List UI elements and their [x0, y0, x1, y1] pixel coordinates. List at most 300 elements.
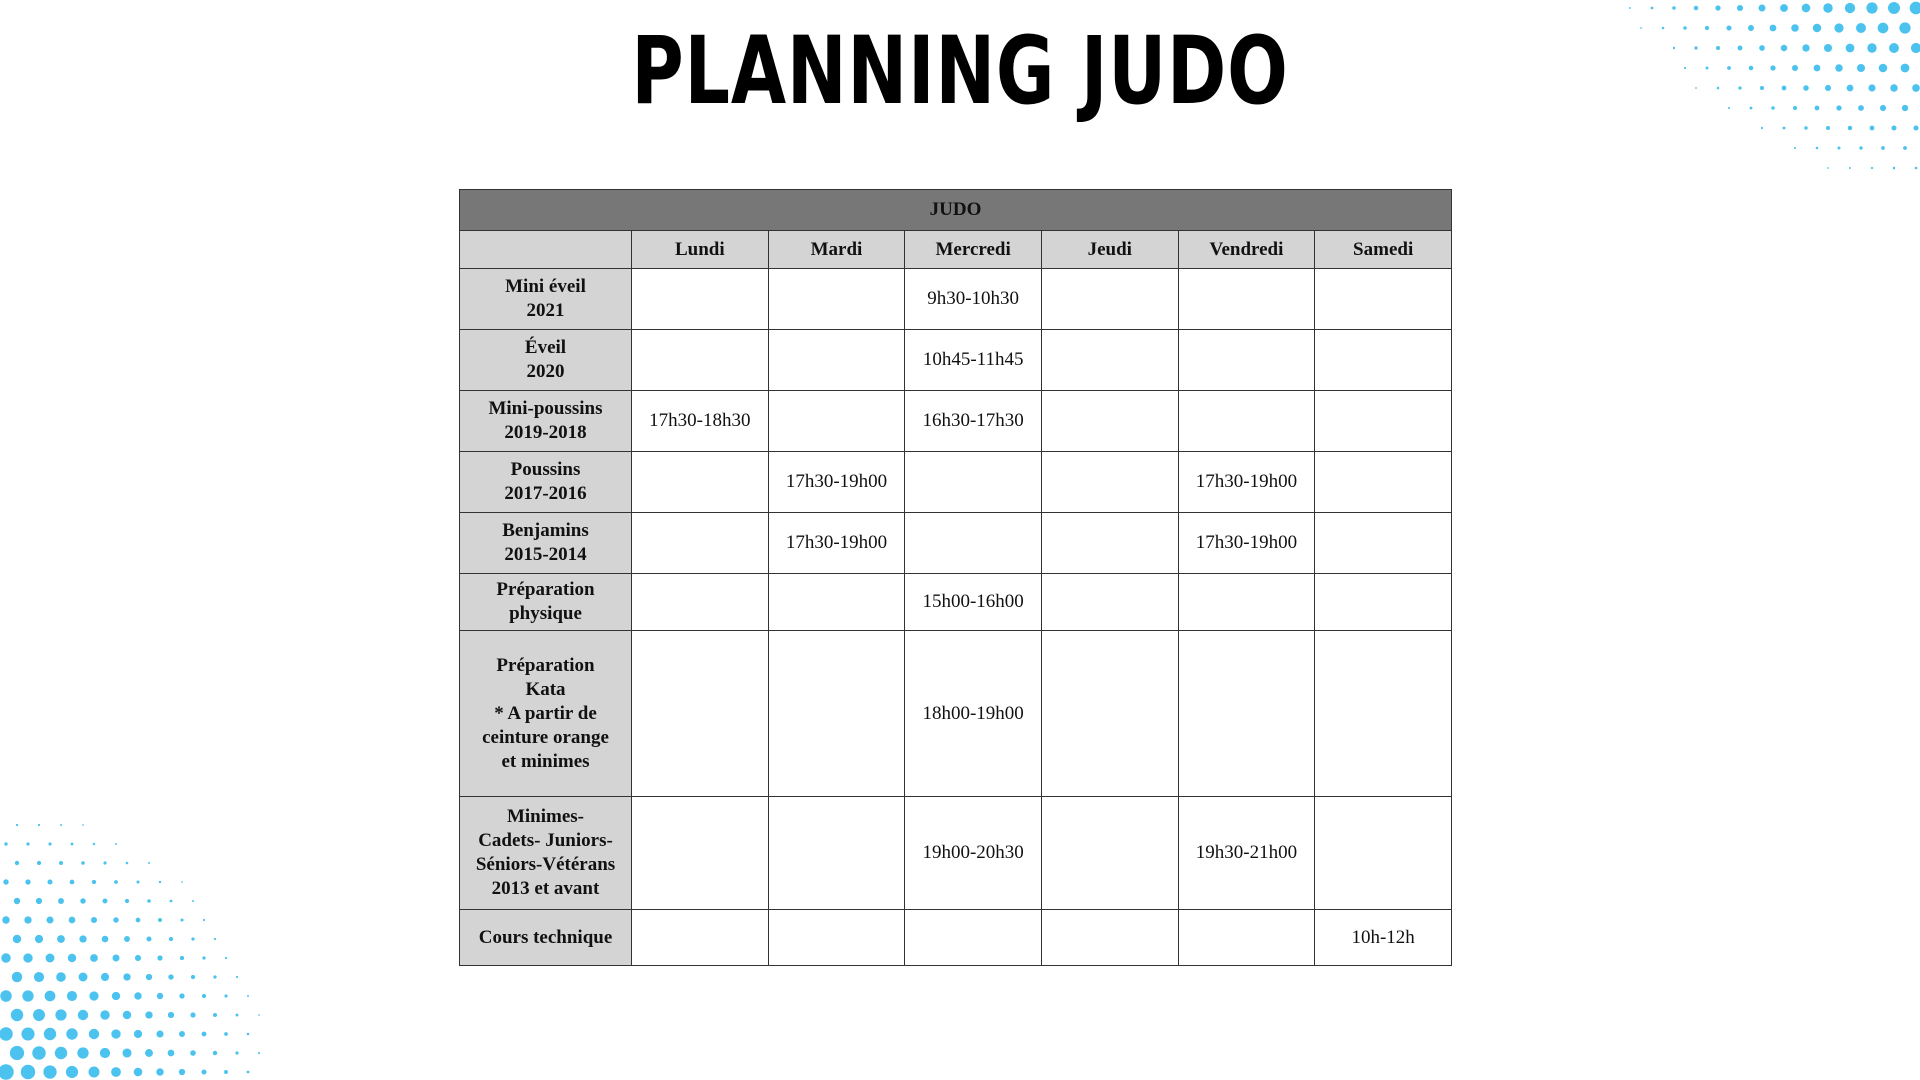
time-slot-cell [768, 910, 905, 966]
dot [58, 898, 64, 904]
dot [1859, 146, 1862, 149]
dot [100, 1048, 110, 1058]
dot [44, 1028, 56, 1040]
dot [1706, 67, 1709, 70]
dot [1738, 46, 1743, 51]
dot [1901, 64, 1910, 73]
dot [56, 972, 66, 982]
dot [1903, 146, 1907, 150]
dot [224, 1070, 228, 1074]
dot [1770, 25, 1777, 32]
dot [1892, 126, 1897, 131]
dot [80, 898, 85, 903]
time-slot-cell [1315, 452, 1452, 513]
dot [1759, 45, 1765, 51]
dot [24, 916, 31, 923]
dot [34, 972, 44, 982]
dot [145, 1049, 153, 1057]
dot [1705, 26, 1709, 30]
time-slot-cell [1178, 391, 1315, 452]
dot [123, 1011, 131, 1019]
dot [23, 953, 32, 962]
dot [1866, 2, 1877, 13]
dot [192, 900, 194, 902]
time-slot-cell [1178, 269, 1315, 330]
dot [1, 953, 10, 962]
dot [25, 879, 30, 884]
dot [134, 992, 141, 999]
time-slot-cell: 15h00-16h00 [905, 574, 1042, 631]
time-slot-cell [1041, 513, 1178, 574]
dot [134, 1068, 143, 1077]
dot [10, 1046, 24, 1060]
time-slot-cell: 10h45-11h45 [905, 330, 1042, 391]
dot [46, 916, 53, 923]
dot [126, 862, 129, 865]
dot [1826, 126, 1830, 130]
day-header: Lundi [632, 231, 769, 269]
dot [225, 957, 227, 959]
dot [191, 937, 194, 940]
dot [157, 955, 162, 960]
dot [181, 881, 183, 883]
dot [0, 1027, 13, 1041]
dot [55, 1047, 67, 1059]
dot [16, 824, 18, 826]
dot [71, 843, 74, 846]
row-label: Mini-poussins 2019-2018 [460, 391, 632, 452]
dot [1748, 25, 1754, 31]
dot [89, 1067, 100, 1078]
time-slot-cell [1315, 391, 1452, 452]
dot [1856, 23, 1866, 33]
dot [1771, 106, 1775, 110]
dot [1694, 46, 1697, 49]
dot [1780, 4, 1788, 12]
dot [100, 1010, 109, 1019]
dot [81, 861, 85, 865]
time-slot-cell: 10h-12h [1315, 910, 1452, 966]
dot [55, 1009, 66, 1020]
dot [214, 938, 216, 940]
time-slot-cell [1041, 910, 1178, 966]
dot [1737, 5, 1743, 11]
dot [92, 880, 96, 884]
row-label: Mini éveil 2021 [460, 269, 632, 330]
dot [1846, 44, 1855, 53]
time-slot-cell [632, 513, 769, 574]
dot [66, 1028, 77, 1039]
time-slot-cell [768, 631, 905, 797]
dot [1867, 43, 1876, 52]
time-slot-cell: 17h30-19h00 [1178, 452, 1315, 513]
dot [1759, 5, 1766, 12]
dot [1792, 65, 1798, 71]
dot [1915, 167, 1918, 170]
table-row [460, 574, 1452, 631]
dot [1837, 146, 1840, 149]
time-slot-cell [632, 452, 769, 513]
dot [1858, 105, 1864, 111]
dot [1782, 86, 1787, 91]
time-slot-cell [1041, 330, 1178, 391]
time-slot-cell: 17h30-19h00 [768, 513, 905, 574]
dot [1694, 6, 1698, 10]
dot [168, 1012, 174, 1018]
dot [78, 1010, 88, 1020]
time-slot-cell [768, 797, 905, 910]
dot [125, 899, 129, 903]
dot [93, 843, 95, 845]
dot [1871, 167, 1873, 169]
time-slot-cell: 19h00-20h30 [905, 797, 1042, 910]
dot [122, 1048, 131, 1057]
day-header: Jeudi [1041, 231, 1178, 269]
dot [1802, 4, 1811, 13]
dot [203, 919, 205, 921]
dot [1804, 126, 1807, 129]
dot [202, 994, 206, 998]
dot [179, 993, 184, 998]
dot [146, 974, 152, 980]
dot [1738, 86, 1741, 89]
dot [22, 990, 33, 1001]
dot [170, 900, 173, 903]
dot [79, 935, 86, 942]
dot [236, 976, 238, 978]
dot [258, 1014, 260, 1016]
table-row [460, 797, 1452, 910]
dot [1749, 66, 1754, 71]
day-header: Samedi [1315, 231, 1452, 269]
dot [1728, 107, 1730, 109]
time-slot-cell [1041, 452, 1178, 513]
dot [1870, 126, 1875, 131]
dot [112, 992, 120, 1000]
time-slot-cell [632, 631, 769, 797]
dot [37, 861, 41, 865]
dot [67, 991, 77, 1001]
dot [21, 1027, 34, 1040]
time-slot-cell [1041, 574, 1178, 631]
dot [12, 972, 22, 982]
dot [1890, 84, 1898, 92]
dot [1717, 87, 1720, 90]
row-label: Minimes- Cadets- Juniors- Séniors-Vétérans 2013 et avant [460, 797, 632, 910]
dot [47, 879, 52, 884]
dot [1803, 85, 1809, 91]
table-row [460, 631, 1452, 797]
time-slot-cell [768, 391, 905, 452]
dot [190, 1012, 195, 1017]
dot [1848, 126, 1852, 130]
dot [60, 824, 62, 826]
time-slot-cell [1041, 391, 1178, 452]
day-header: Mercredi [905, 231, 1042, 269]
dot [1672, 6, 1676, 10]
dot [159, 881, 161, 883]
dot [247, 995, 249, 997]
dot [114, 880, 118, 884]
time-slot-cell [1315, 330, 1452, 391]
dot [69, 917, 76, 924]
row-label: Benjamins 2015-2014 [460, 513, 632, 574]
dot [35, 935, 43, 943]
time-slot-cell [905, 910, 1042, 966]
dot [1802, 44, 1809, 51]
dot [4, 842, 7, 845]
table-row [460, 330, 1452, 391]
dot [79, 973, 88, 982]
time-slot-cell: 17h30-19h00 [768, 452, 905, 513]
dot [38, 824, 40, 826]
dot [224, 1032, 228, 1036]
dot [1879, 64, 1888, 73]
dot [191, 975, 195, 979]
dot [124, 936, 130, 942]
dot [1651, 7, 1654, 10]
dot [48, 842, 51, 845]
dot [235, 1051, 238, 1054]
page-title: PLANNING JUDO [631, 17, 1289, 126]
dot [26, 842, 29, 845]
dot [168, 974, 173, 979]
dot [1881, 146, 1885, 150]
dot [1727, 66, 1731, 70]
dot [1814, 65, 1821, 72]
row-label: Préparation physique [460, 574, 632, 631]
time-slot-cell [1041, 269, 1178, 330]
dot [1847, 85, 1854, 92]
dot [190, 1050, 196, 1056]
dot [1827, 167, 1829, 169]
dot [1834, 23, 1843, 32]
time-slot-cell: 18h00-19h00 [905, 631, 1042, 797]
dot [1889, 43, 1899, 53]
dot [1899, 22, 1910, 33]
dot [89, 991, 98, 1000]
dot [101, 973, 109, 981]
dot [1825, 85, 1831, 91]
dot [1695, 87, 1697, 89]
dot [103, 861, 106, 864]
dot [1761, 127, 1763, 129]
dot [1910, 2, 1920, 15]
dot [1629, 7, 1631, 9]
corner-cell [460, 231, 632, 269]
dot [1815, 106, 1820, 111]
dot [1816, 147, 1819, 150]
dot [15, 861, 19, 865]
dot [0, 990, 12, 1002]
time-slot-cell [1178, 631, 1315, 797]
dot [112, 954, 119, 961]
dot [156, 1068, 163, 1075]
row-label: Poussins 2017-2016 [460, 452, 632, 513]
dot [1750, 107, 1753, 110]
dot [1726, 25, 1731, 30]
time-slot-cell [1315, 269, 1452, 330]
dot [43, 1065, 56, 1078]
dot [21, 1065, 35, 1079]
dot [1824, 44, 1832, 52]
dot [111, 1029, 120, 1038]
decorative-dots-bottom-left [0, 760, 260, 1080]
dot [179, 1069, 185, 1075]
dot [1893, 167, 1896, 170]
day-header: Mardi [768, 231, 905, 269]
dot [1888, 2, 1900, 14]
time-slot-cell [1315, 574, 1452, 631]
dot [202, 1032, 207, 1037]
dot [1793, 106, 1797, 110]
dot [13, 935, 21, 943]
dot [70, 880, 75, 885]
dot [135, 955, 141, 961]
time-slot-cell [1315, 631, 1452, 797]
dot [158, 918, 162, 922]
dot [1868, 84, 1875, 91]
time-slot-cell [1178, 330, 1315, 391]
dot [136, 880, 139, 883]
dot [1857, 64, 1865, 72]
dot [82, 824, 84, 826]
dot [1845, 3, 1855, 13]
dot [213, 1051, 217, 1055]
time-slot-cell: 9h30-10h30 [905, 269, 1042, 330]
time-slot-cell: 17h30-18h30 [632, 391, 769, 452]
row-label: Éveil 2020 [460, 330, 632, 391]
dot [1902, 105, 1908, 111]
dot [213, 1013, 217, 1017]
dot [1813, 24, 1821, 32]
time-slot-cell [632, 910, 769, 966]
table-row [460, 910, 1452, 966]
dot [33, 1009, 45, 1021]
time-slot-cell [1178, 910, 1315, 966]
dot [145, 1011, 152, 1018]
time-slot-cell [1315, 513, 1452, 574]
dot [2, 916, 9, 923]
dot [1770, 65, 1775, 70]
dot [136, 918, 141, 923]
dot [1783, 127, 1786, 130]
time-slot-cell: 17h30-19h00 [1178, 513, 1315, 574]
time-slot-cell [1041, 631, 1178, 797]
dot [1716, 46, 1720, 50]
day-header: Vendredi [1178, 231, 1315, 269]
dot [156, 1030, 163, 1037]
table-row [460, 513, 1452, 574]
dot [169, 937, 173, 941]
table-row [460, 269, 1452, 330]
dot [68, 954, 76, 962]
dot [180, 918, 183, 921]
dot [123, 973, 130, 980]
time-slot-cell [768, 330, 905, 391]
time-slot-cell [768, 574, 905, 631]
dot [3, 879, 8, 884]
time-slot-cell: 19h30-21h00 [1178, 797, 1315, 910]
dot [1849, 167, 1851, 169]
dot [89, 1029, 99, 1039]
dot [1913, 125, 1918, 130]
dot [180, 956, 184, 960]
time-slot-cell [1315, 797, 1452, 910]
row-label: Préparation Kata * A partir de ceinture orange et minimes [460, 631, 632, 797]
dot [115, 843, 117, 845]
time-slot-cell [1041, 797, 1178, 910]
dot [1760, 86, 1764, 90]
dot [1880, 105, 1886, 111]
dot [1791, 24, 1799, 32]
table-row [460, 452, 1452, 513]
dot [1781, 45, 1787, 51]
dot [77, 1047, 88, 1058]
dot [201, 1069, 206, 1074]
dot [148, 862, 150, 864]
dot [45, 991, 56, 1002]
dot [46, 954, 55, 963]
dot [1823, 3, 1832, 12]
dot [1912, 84, 1920, 92]
dot [146, 936, 151, 941]
time-slot-cell [632, 574, 769, 631]
dot [57, 935, 65, 943]
dot [1836, 105, 1841, 110]
dot [1878, 23, 1889, 34]
dot [102, 936, 109, 943]
dot [202, 956, 205, 959]
dot [147, 899, 151, 903]
dot [247, 1071, 250, 1074]
dot [1794, 147, 1796, 149]
dot [157, 993, 163, 999]
schedule-table [459, 189, 1452, 966]
dot [179, 1031, 185, 1037]
dot [14, 898, 20, 904]
dot [1715, 5, 1720, 10]
dot [32, 1046, 45, 1059]
dot [90, 954, 98, 962]
dot [111, 1067, 121, 1077]
time-slot-cell [1178, 574, 1315, 631]
dot [213, 975, 216, 978]
table-banner: JUDO [460, 190, 1452, 231]
dot [103, 899, 108, 904]
dot [224, 994, 227, 997]
dot [168, 1050, 175, 1057]
dot [1835, 64, 1842, 71]
dot [59, 861, 63, 865]
table-row [460, 391, 1452, 452]
dot [36, 898, 42, 904]
time-slot-cell [905, 452, 1042, 513]
row-label: Cours technique [460, 910, 632, 966]
dot [11, 1009, 23, 1021]
dot [247, 1033, 250, 1036]
time-slot-cell: 16h30-17h30 [905, 391, 1042, 452]
time-slot-cell [632, 269, 769, 330]
time-slot-cell [768, 269, 905, 330]
time-slot-cell [632, 797, 769, 910]
dot [236, 1014, 239, 1017]
time-slot-cell [632, 330, 769, 391]
dot [66, 1066, 78, 1078]
dot [0, 1064, 14, 1079]
dot [258, 1052, 260, 1054]
dot [1911, 43, 1920, 53]
